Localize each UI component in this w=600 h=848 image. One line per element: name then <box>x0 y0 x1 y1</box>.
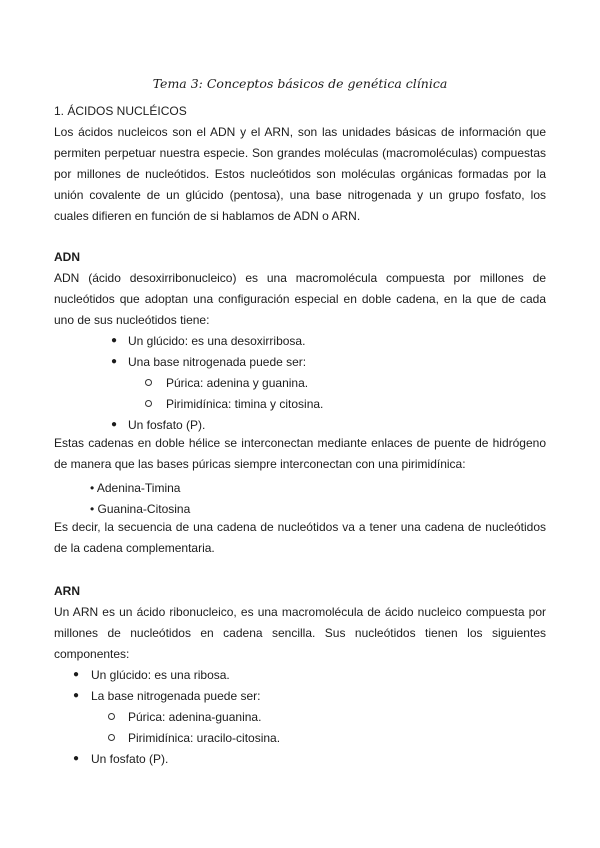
document-title: Tema 3: Conceptos básicos de genética clínica <box>152 76 448 91</box>
circle-bullet-icon <box>108 734 115 741</box>
pairing-paragraph: Estas cadenas en doble hélice se interconectan mediante enlaces de puente de hidrógeno de manera que las bases púricas siempre interconectan con una pirimidínica: <box>54 436 546 471</box>
list-item: Pirimidínica: uracilo-citosina. <box>128 731 281 745</box>
circle-bullet-icon <box>145 379 152 386</box>
pair-item: • Guanina-Citosina <box>90 502 191 516</box>
list-item: La base nitrogenada puede ser: <box>91 689 261 703</box>
closing-paragraph: Es decir, la secuencia de una cadena de nucleótidos va a tener una cadena de nucleótidos de la cadena complementaria. <box>54 520 546 555</box>
circle-bullet-icon <box>145 400 152 407</box>
bullet-icon: ● <box>73 669 80 680</box>
bullet-icon: ● <box>111 335 118 346</box>
arn-heading: ARN <box>54 584 80 598</box>
arn-intro-paragraph: Un ARN es un ácido ribonucleico, es una macromolécula de ácido nucleico compuesta por millones de nucleótidos en cadena sencilla. Sus nucleótidos tienen los siguientes componentes: <box>54 605 546 661</box>
pair-item: • Adenina-Timina <box>90 481 181 495</box>
bullet-icon: ● <box>73 690 80 701</box>
adn-heading: ADN <box>54 250 80 264</box>
bullet-icon: ● <box>111 419 118 430</box>
list-item: Un glúcido: es una desoxirribosa. <box>128 334 306 348</box>
section-heading: 1. ÁCIDOS NUCLÉICOS <box>54 104 187 118</box>
list-item: Pirimidínica: timina y citosina. <box>166 397 324 411</box>
list-item: Púrica: adenina y guanina. <box>166 376 309 390</box>
bullet-icon: ● <box>111 356 118 367</box>
list-item: Un fosfato (P). <box>91 752 169 766</box>
list-item: Púrica: adenina-guanina. <box>128 710 262 724</box>
list-item: Un glúcido: es una ribosa. <box>91 668 230 682</box>
bullet-icon: ● <box>73 753 80 764</box>
intro-paragraph: Los ácidos nucleicos son el ADN y el ARN, son las unidades básicas de información que permiten perpetuar nuestra especie. Son grandes moléculas (macromoléculas) compuestas por millones de nucleótidos. Estos nucleótidos son moléculas orgánicas formadas por la unión covalente de un glúcido (pentosa), una base nitrogenada y un grupo fosfato, los cuales difieren en función de si hablamos de ADN o ARN. <box>54 125 546 223</box>
list-item: Una base nitrogenada puede ser: <box>128 355 307 369</box>
list-item: Un fosfato (P). <box>128 418 206 432</box>
circle-bullet-icon <box>108 713 115 720</box>
adn-intro-paragraph: ADN (ácido desoxirribonucleico) es una macromolécula compuesta por millones de nucleótidos que adoptan una configuración especial en doble cadena, en la que de cada uno de sus nucleótidos tiene: <box>54 271 546 327</box>
